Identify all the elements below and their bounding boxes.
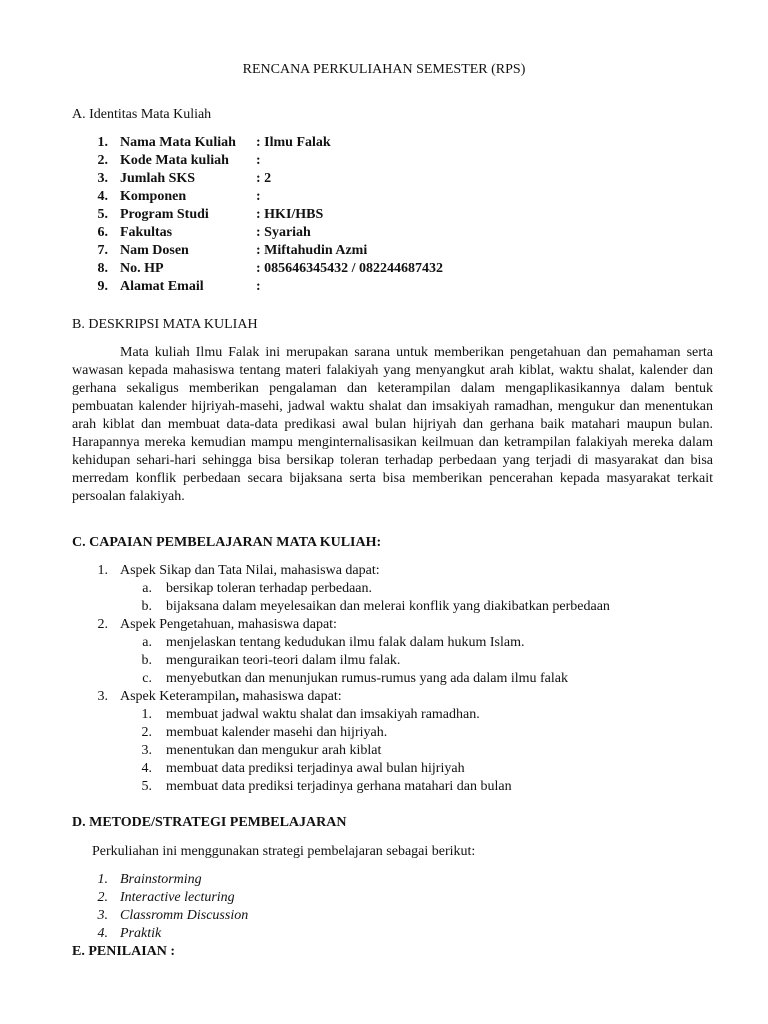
section-a-heading: A. Identitas Mata Kuliah (72, 107, 212, 122)
outcome-item-letter: c. (142, 671, 152, 686)
identity-row-number: 8. (97, 261, 108, 276)
aspect-title: Aspek Pengetahuan, mahasiswa dapat: (120, 617, 337, 632)
aspect-number: 3. (97, 689, 108, 704)
outcome-item-text: membuat data prediksi terjadinya awal bulan hijriyah (166, 761, 465, 776)
identity-row-number: 9. (97, 279, 108, 294)
method-text: Classromm Discussion (120, 908, 249, 923)
method-number: 1. (97, 872, 108, 887)
identity-row-label: Alamat Email (120, 279, 204, 294)
outcome-item-letter: b. (141, 599, 152, 614)
section-e-heading: E. PENILAIAN : (72, 944, 176, 959)
outcome-item-text: bijaksana dalam meyelesaikan dan melerai konflik yang diakibatkan perbedaan (166, 599, 610, 614)
outcome-item-text: menguraikan teori-teori dalam ilmu falak. (166, 653, 401, 668)
document-title: RENCANA PERKULIAHAN SEMESTER (RPS) (242, 62, 526, 77)
identity-row-label: Nama Mata Kuliah (120, 135, 236, 150)
outcome-item-number: 2. (141, 725, 152, 740)
identity-row-label: Fakultas (120, 225, 173, 240)
identity-row-label: No. HP (120, 261, 164, 276)
identity-row-value: : (256, 279, 261, 294)
method-text: Praktik (120, 926, 162, 941)
identity-row-value: : (256, 189, 261, 204)
outcome-item-letter: a. (142, 635, 152, 650)
aspect-number: 2. (97, 617, 108, 632)
method-number: 3. (97, 908, 108, 923)
outcome-item-letter: b. (141, 653, 152, 668)
outcome-item-text: membuat kalender masehi dan hijriyah. (166, 725, 388, 740)
identity-row-number: 6. (97, 225, 108, 240)
identity-row-number: 2. (97, 153, 108, 168)
outcome-item-text: menjelaskan tentang kedudukan ilmu falak dalam hukum Islam. (166, 635, 525, 650)
outcome-item-number: 3. (141, 743, 152, 758)
outcome-item-text: membuat jadwal waktu shalat dan imsakiyah ramadhan. (166, 707, 480, 722)
identity-row-label: Kode Mata kuliah (120, 153, 229, 168)
outcome-item-text: membuat data prediksi terjadinya gerhana matahari dan bulan (166, 779, 512, 794)
identity-row-value: : Syariah (256, 225, 311, 240)
identity-row-label: Program Studi (120, 207, 209, 222)
method-text: Brainstorming (120, 872, 202, 887)
course-description-paragraph: Mata kuliah Ilmu Falak ini merupakan sarana untuk memberikan pengetahuan dan pemahaman serta wawasan kepada mahasiswa tentang materi falakiyah yang menyangkut arah kiblat, waktu shalat, kalender dan gerhana sekaligus memberikan pengalaman dan keterampilan dalam mengaplikasikannya dalam bentuk pembuatan kalender hijriyah-masehi, jadwal waktu shalat dan imsakiyah ramadhan, mengukur dan menentukan arah kiblat dan membuat data-data predikasi awal bulan hijriyah dan gerhana baik matahari maupun bulan. Harapannya mereka kemudian mampu menginternalisasikan keilmuan dan ketrampilan falakiyah mereka dalam kehidupan sehari-hari sehingga bisa bersikap toleran terhadap perbedaan yang terjadi di masyarakat dan bisa merredam konflik perbedaan secara bijaksana serta bisa memberikan pencerahan kepada masyarakat terkait persoalan falakiyah. (72, 345, 713, 504)
identity-row-number: 3. (97, 171, 108, 186)
identity-row-number: 5. (97, 207, 108, 222)
section-c-heading: C. CAPAIAN PEMBELAJARAN MATA KULIAH: (72, 535, 382, 550)
identity-row-label: Komponen (120, 189, 187, 204)
method-number: 2. (97, 890, 108, 905)
identity-row-label: Jumlah SKS (120, 171, 196, 186)
identity-row-number: 1. (97, 135, 108, 150)
outcome-item-text: bersikap toleran terhadap perbedaan. (166, 581, 373, 596)
identity-row-value: : Miftahudin Azmi (256, 243, 368, 258)
outcome-item-number: 5. (141, 779, 152, 794)
identity-row-number: 4. (97, 189, 108, 204)
section-d-heading: D. METODE/STRATEGI PEMBELAJARAN (72, 815, 347, 830)
strategy-intro: Perkuliahan ini menggunakan strategi pembelajaran sebagai berikut: (92, 844, 476, 859)
outcome-item-number: 1. (141, 707, 152, 722)
method-number: 4. (97, 926, 108, 941)
method-text: Interactive lecturing (120, 890, 235, 905)
identity-row-label: Nam Dosen (120, 243, 189, 258)
identity-row-value: : 2 (256, 171, 272, 186)
identity-row-value: : HKI/HBS (256, 207, 324, 222)
aspect-title: Aspek Keterampilan, mahasiswa dapat: (120, 689, 342, 704)
outcome-item-text: menentukan dan mengukur arah kiblat (166, 743, 382, 758)
outcome-item-text: menyebutkan dan menunjukan rumus-rumus yang ada dalam ilmu falak (166, 671, 569, 686)
aspect-title: Aspek Sikap dan Tata Nilai, mahasiswa dapat: (120, 563, 380, 578)
outcome-item-number: 4. (141, 761, 152, 776)
identity-row-value: : Ilmu Falak (256, 135, 331, 150)
outcome-item-letter: a. (142, 581, 152, 596)
identity-row-value: : 085646345432 / 082244687432 (256, 261, 444, 276)
identity-row-number: 7. (97, 243, 108, 258)
section-b-heading: B. DESKRIPSI MATA KULIAH (72, 317, 258, 332)
aspect-number: 1. (97, 563, 108, 578)
identity-row-value: : (256, 153, 261, 168)
